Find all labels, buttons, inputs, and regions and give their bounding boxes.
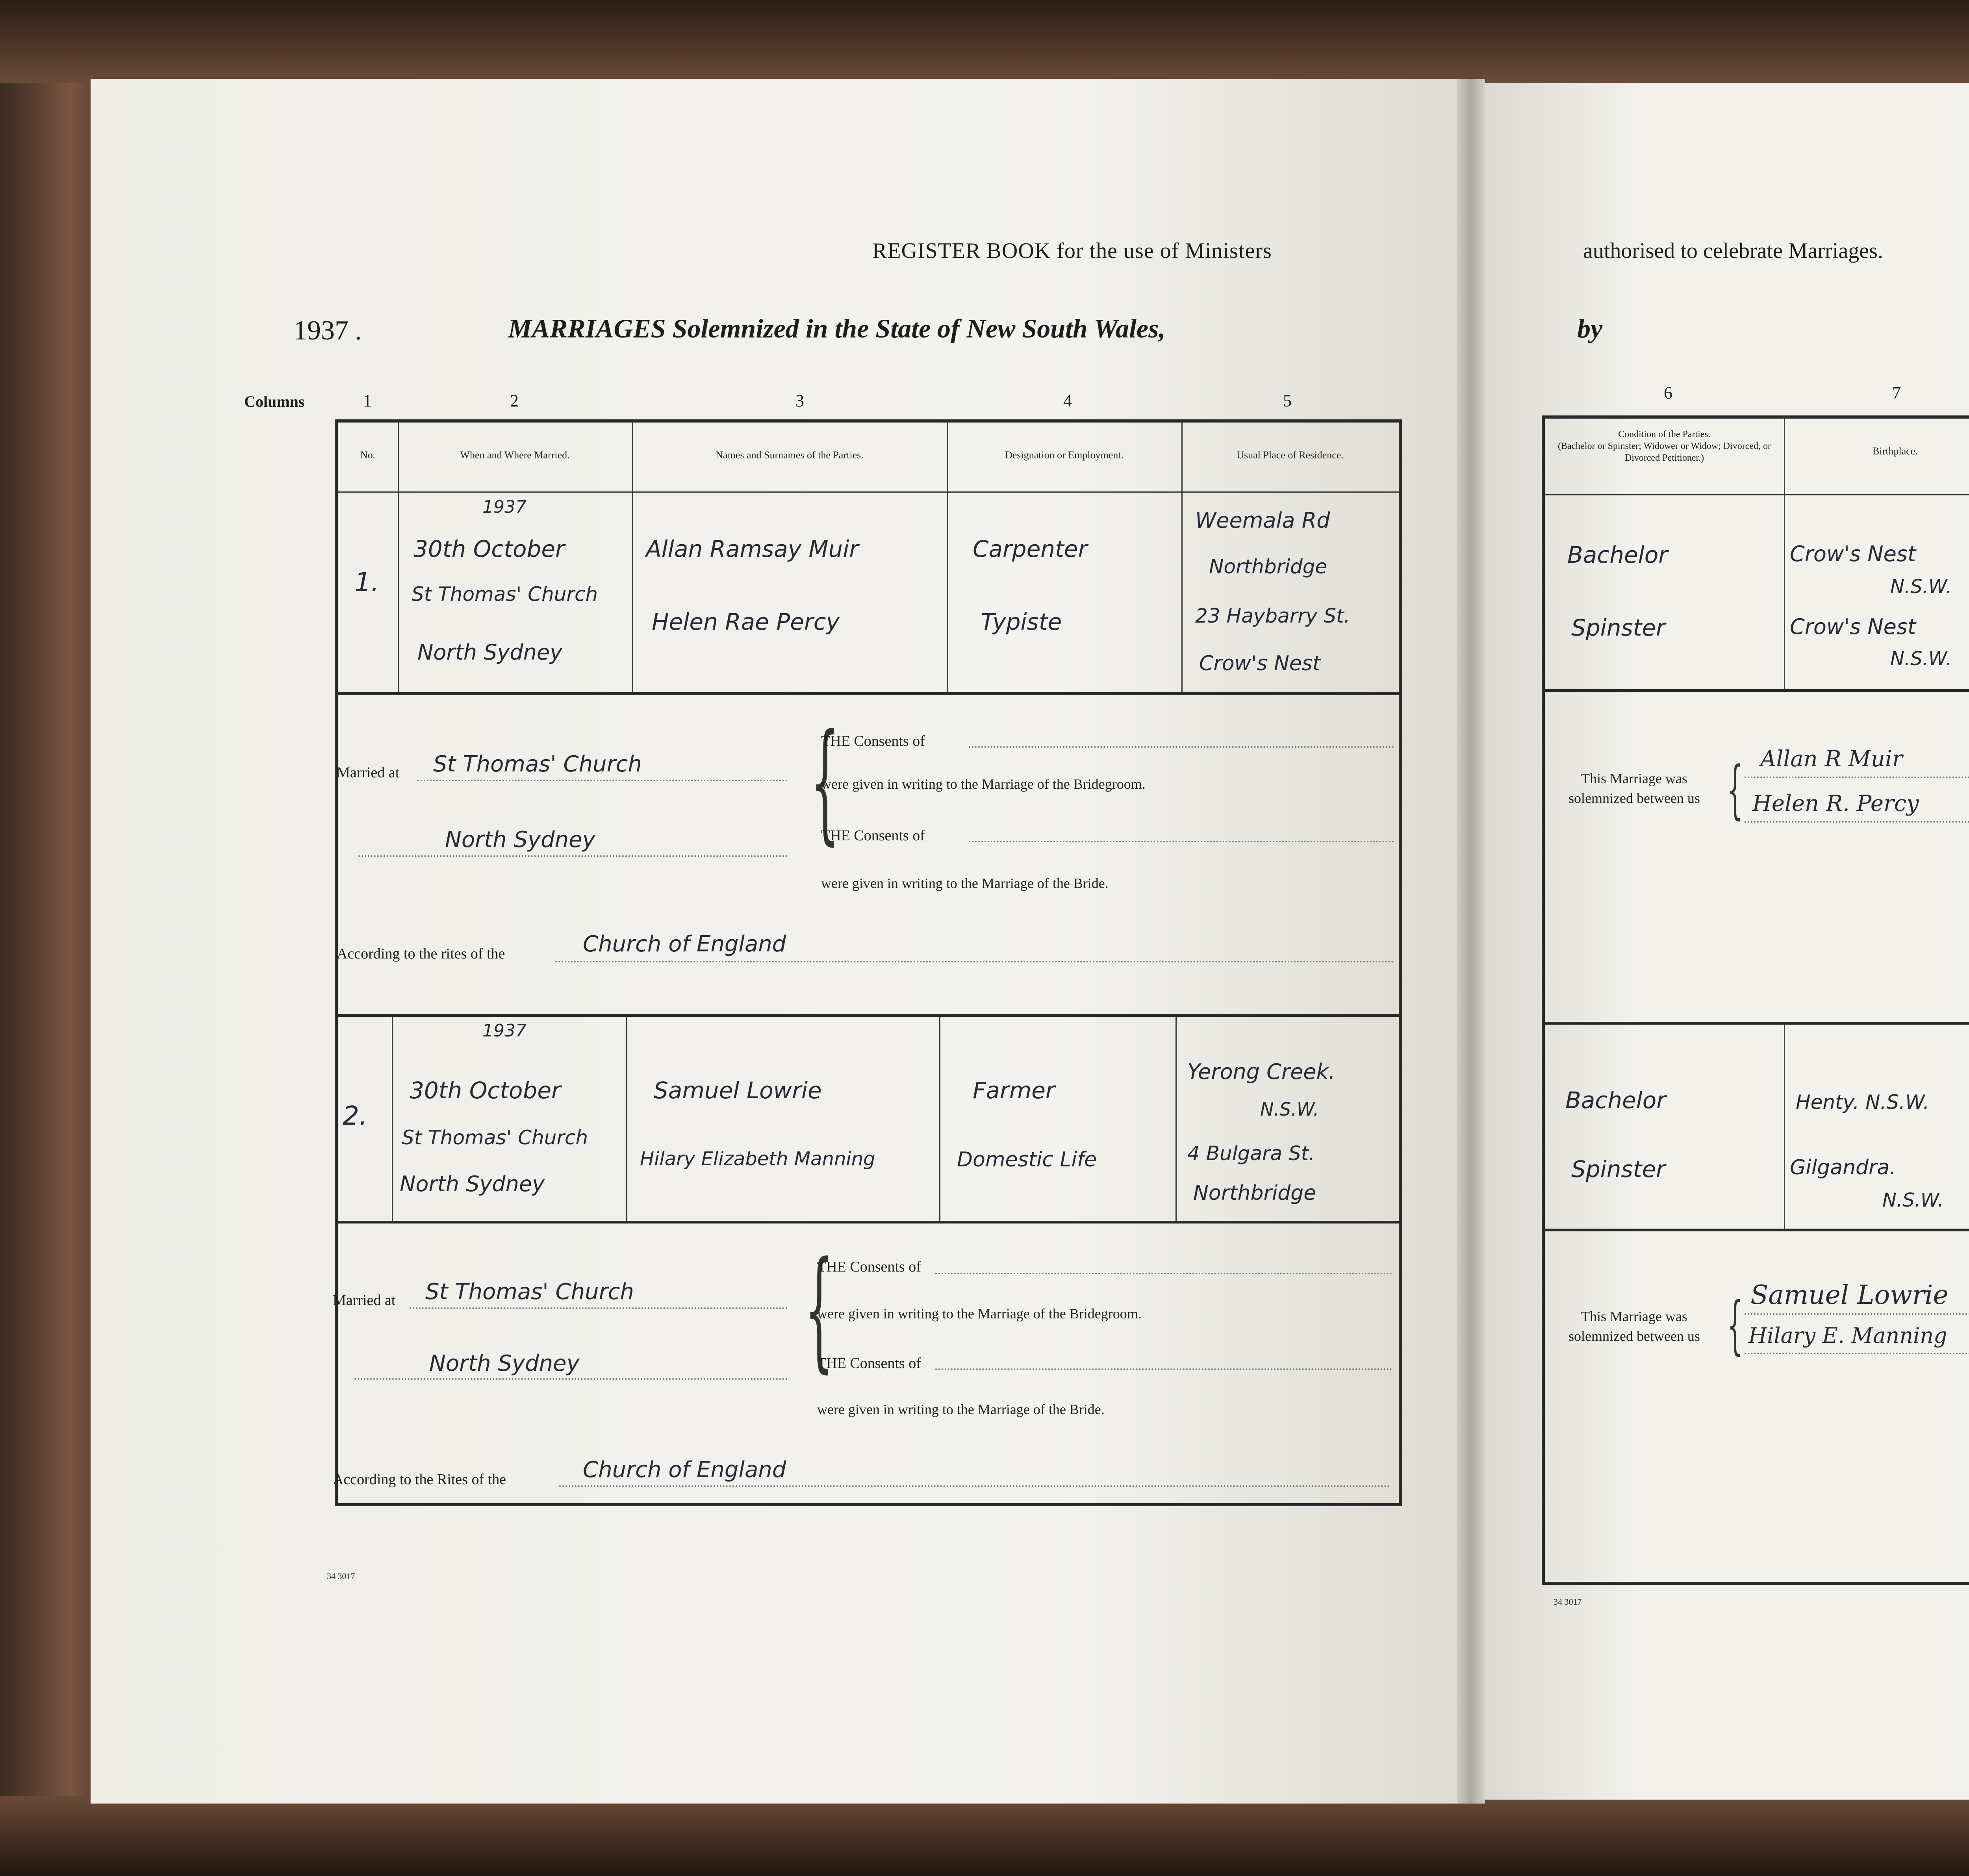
entry1-bride-signature: Helen R. Percy	[1752, 791, 1919, 816]
entry1-bride-condition: Spinster	[1571, 614, 1665, 641]
column-number-2: 2	[510, 391, 519, 410]
entry1-groom-signature: Allan R Muir	[1760, 746, 1903, 772]
book-cover-bottom	[0, 1796, 1969, 1876]
entry1-groom-condition: Bachelor	[1567, 541, 1668, 568]
entry2-groom-signature: Samuel Lowrie	[1750, 1280, 1949, 1310]
left-register-table	[335, 419, 1402, 1506]
header-birthplace: Birthplace.	[1873, 445, 1918, 457]
column-number-1: 1	[363, 391, 372, 410]
entry1-bride-name: Helen Rae Percy	[652, 608, 840, 635]
entry2-married-at-line-1	[410, 1307, 788, 1309]
column-number-7: 7	[1892, 383, 1901, 402]
header-names: Names and Surnames of the Parties.	[716, 449, 864, 461]
entry2-groom-birth-1: Henty. N.S.W.	[1796, 1091, 1930, 1114]
entry1-year: 1937	[482, 497, 527, 517]
entry1-consent-line-2	[969, 841, 1394, 842]
entry2-given-bride: were given in writing to the Marriage of the Bride.	[817, 1401, 1105, 1417]
header-condition-sub: (Bachelor or Spinster; Widower or Widow; Divorced, or Divorced Petitioner.)	[1557, 441, 1771, 463]
left-col-divider-1	[398, 423, 399, 693]
column-number-5: 5	[1283, 391, 1292, 410]
entry1-groom-birth-2: N.S.W.	[1890, 576, 1952, 598]
entry2-date: 30th October	[410, 1077, 561, 1104]
entry1-given-bridegroom: were given in writing to the Marriage of the Bridegroom.	[821, 776, 1146, 792]
entry2-consent-2: THE Consents of	[817, 1355, 921, 1372]
entry1-place: North Sydney	[417, 640, 563, 665]
entry2-married-at-2: North Sydney	[429, 1351, 580, 1376]
entry2-signature-brace: {	[1727, 1288, 1743, 1362]
entry1-number: 1.	[354, 567, 379, 597]
entry1-rites: Church of England	[583, 931, 786, 957]
entry2-bride-res-2: Northbridge	[1193, 1181, 1316, 1205]
entry2-groom-res-2: N.S.W.	[1260, 1099, 1319, 1120]
marriages-heading	[508, 313, 1166, 344]
entry2-bride-res-1: 4 Bulgara St.	[1187, 1142, 1315, 1165]
entry1-solemnized-label: This Marriage was solemnized between us	[1569, 771, 1700, 806]
entry2-number: 2.	[343, 1101, 367, 1131]
entry1-bride-birth-2: N.S.W.	[1890, 648, 1952, 670]
header-designation: Designation or Employment.	[1005, 449, 1124, 461]
entry1-bride-res-1: 23 Haybarry St.	[1195, 604, 1350, 627]
entry2-consent-line-2	[935, 1368, 1392, 1370]
left-col-divider-4b	[1175, 1017, 1177, 1222]
entry2-given-bridegroom: were given in writing to the Marriage of the Bridegroom.	[817, 1306, 1142, 1322]
entry1-sig-line-2	[1745, 821, 1969, 823]
left-entry-separator	[338, 1014, 1399, 1017]
entry2-married-at-line-2	[354, 1378, 788, 1380]
entry1-date: 30th October	[413, 536, 565, 562]
year-value: 1937	[293, 315, 349, 346]
marriages-bold: MARRIAGES	[508, 313, 666, 343]
right-entry-separator	[1545, 1022, 1969, 1025]
entry2-rites-line	[559, 1485, 1390, 1487]
left-col-divider-2	[632, 423, 633, 693]
entry2-groom-name: Samuel Lowrie	[654, 1077, 822, 1104]
left-col-divider-3	[947, 423, 948, 693]
entry1-rites-label: According to the rites of the	[337, 945, 505, 962]
left-col-divider-1b	[392, 1017, 393, 1222]
marriages-rest: Solemnized in the State of New South Wales,	[672, 313, 1166, 343]
entry1-consent-line-1	[969, 746, 1394, 748]
entry1-married-at-line-2	[358, 855, 788, 857]
entry2-consent-line-1	[935, 1273, 1392, 1274]
entry1-groom-res-2: Northbridge	[1209, 555, 1327, 578]
header-when-where: When and Where Married.	[460, 449, 570, 461]
left-entry2-rule	[338, 1221, 1399, 1223]
book-cover-top	[0, 0, 1969, 83]
entry1-groom-job: Carpenter	[973, 536, 1088, 562]
entry1-given-bride: were given in writing to the Marriage of the Bride.	[821, 875, 1109, 891]
left-header-rule	[338, 491, 1399, 493]
page-gutter	[1457, 79, 1485, 1804]
entry2-year: 1937	[482, 1021, 527, 1041]
right-title: authorised to celebrate Marriages.	[1583, 239, 1883, 263]
header-condition	[1545, 428, 1784, 464]
header-residence: Usual Place of Residence.	[1237, 449, 1344, 461]
entry1-married-at-label: Married at	[337, 764, 400, 781]
entry1-consent-brace: {	[810, 706, 840, 857]
entry2-married-at-label: Married at	[333, 1292, 396, 1309]
year-suffix: .	[355, 315, 362, 346]
entry1-married-at-line-1	[417, 780, 788, 781]
columns-label: Columns	[244, 393, 305, 410]
right-print-code: 34 3017	[1554, 1597, 1582, 1607]
column-number-3: 3	[795, 391, 804, 410]
column-number-6: 6	[1664, 383, 1672, 402]
entry2-groom-job: Farmer	[973, 1077, 1055, 1104]
right-col-divider-1	[1784, 419, 1785, 690]
left-print-code: 34 3017	[327, 1571, 355, 1581]
entry2-solemnized-label: This Marriage was solemnized between us	[1569, 1309, 1700, 1344]
column-number-4: 4	[1063, 391, 1072, 410]
right-entry2-rule	[1545, 1229, 1969, 1231]
left-entry1-rule	[338, 692, 1399, 695]
entry2-consent-1: THE Consents of	[817, 1259, 921, 1275]
right-entry1-rule	[1545, 689, 1969, 692]
right-header-rule	[1545, 494, 1969, 495]
entry2-bride-job: Domestic Life	[957, 1148, 1097, 1172]
entry2-groom-condition: Bachelor	[1565, 1087, 1666, 1114]
left-col-divider-3b	[939, 1017, 940, 1222]
entry1-consent-2: THE Consents of	[821, 827, 925, 844]
entry1-sig-line-1	[1745, 777, 1969, 778]
entry2-bride-condition: Spinster	[1571, 1156, 1665, 1183]
entry2-sig-line-2	[1745, 1353, 1969, 1354]
entry2-bride-birth-2: N.S.W.	[1882, 1189, 1944, 1211]
right-col-divider-1b	[1784, 1025, 1785, 1229]
entry2-church: St Thomas' Church	[402, 1126, 588, 1149]
entry2-place: North Sydney	[400, 1172, 545, 1196]
entry1-groom-res-1: Weemala Rd	[1195, 508, 1330, 533]
entry2-groom-res-1: Yerong Creek.	[1187, 1059, 1335, 1084]
entry1-consent-1: THE Consents of	[821, 733, 925, 749]
header-condition-title: Condition of the Parties.	[1618, 429, 1711, 439]
entry2-rites-label: According to the Rites of the	[333, 1471, 506, 1488]
left-col-divider-4	[1181, 423, 1183, 693]
entry1-groom-name: Allan Ramsay Muir	[646, 536, 859, 562]
entry1-groom-birth-1: Crow's Nest	[1790, 541, 1916, 566]
entry1-married-at-2: North Sydney	[445, 827, 595, 853]
entry2-married-at-1: St Thomas' Church	[425, 1279, 634, 1305]
entry2-consent-brace: {	[805, 1234, 834, 1385]
entry2-bride-signature: Hilary E. Manning	[1748, 1323, 1947, 1348]
entry2-bride-birth-1: Gilgandra.	[1790, 1156, 1896, 1179]
entry1-married-at-1: St Thomas' Church	[433, 751, 642, 777]
entry1-bride-birth-1: Crow's Nest	[1790, 614, 1916, 639]
entry2-bride-name: Hilary Elizabeth Manning	[640, 1148, 875, 1170]
entry1-church: St Thomas' Church	[412, 583, 598, 606]
entry1-bride-res-2: Crow's Nest	[1199, 652, 1321, 675]
header-no: No.	[360, 449, 376, 461]
entry1-signature-brace: {	[1727, 753, 1743, 826]
entry1-bride-job: Typiste	[981, 608, 1062, 635]
entry2-rites: Church of England	[583, 1457, 786, 1483]
by-label: by	[1577, 313, 1603, 343]
register-year	[293, 315, 362, 347]
entry2-sig-line-1	[1745, 1313, 1969, 1315]
left-col-divider-2b	[626, 1017, 627, 1222]
left-title: REGISTER BOOK for the use of Ministers	[872, 239, 1272, 263]
entry1-rites-line	[555, 961, 1394, 962]
